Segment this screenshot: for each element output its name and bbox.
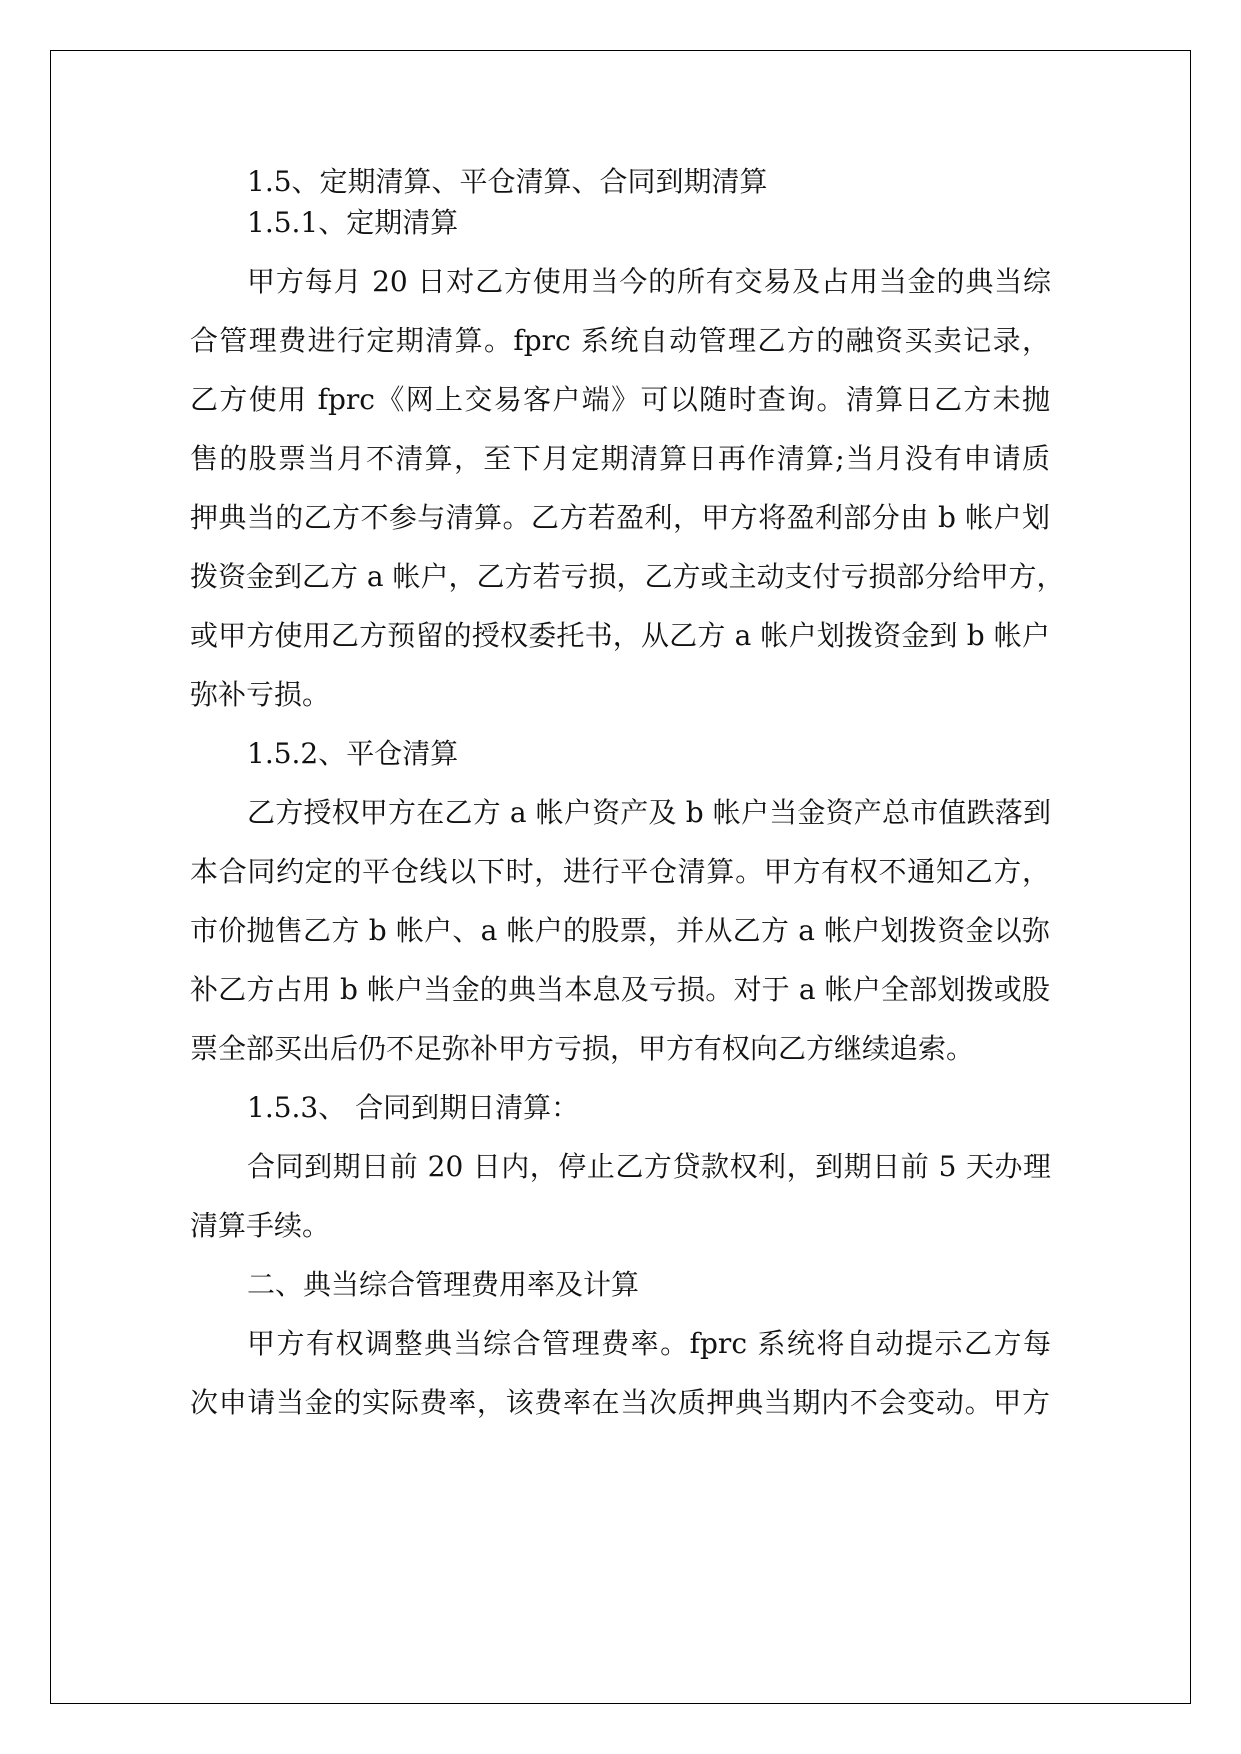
paragraph-line: 票全部买出后仍不足弥补甲方亏损，甲方有权向乙方继续追索。 (190, 1032, 975, 1065)
paragraph-line: 乙方使用 fprc《网上交易客户端》可以随时查询。清算日乙方未抛 (190, 383, 1050, 416)
subsection-heading-1-5-3: 1.5.3、 合同到期日清算： (247, 1091, 580, 1124)
paragraph-line: 市价抛售乙方 b 帐户、a 帐户的股票，并从乙方 a 帐户划拨资金以弥 (190, 914, 1050, 947)
paragraph-line: 或甲方使用乙方预留的授权委托书，从乙方 a 帐户划拨资金到 b 帐户 (190, 619, 1050, 652)
paragraph-line: 乙方授权甲方在乙方 a 帐户资产及 b 帐户当金资产总市值跌落到 (247, 796, 1051, 829)
section-heading-1-5: 1.5、定期清算、平仓清算、合同到期清算 (247, 165, 768, 198)
paragraph-line: 合管理费进行定期清算。fprc 系统自动管理乙方的融资买卖记录， (190, 324, 1050, 357)
paragraph-line: 弥补亏损。 (190, 678, 331, 711)
paragraph-line: 甲方每月 20 日对乙方使用当今的所有交易及占用当金的典当综 (247, 265, 1051, 298)
paragraph-line: 拨资金到乙方 a 帐户，乙方若亏损，乙方或主动支付亏损部分给甲方， (190, 560, 1065, 593)
subsection-heading-1-5-1: 1.5.1、定期清算 (247, 206, 459, 239)
paragraph-line: 合同到期日前 20 日内，停止乙方贷款权利，到期日前 5 天办理 (247, 1150, 1051, 1183)
paragraph-line: 甲方有权调整典当综合管理费率。fprc 系统将自动提示乙方每 (247, 1327, 1051, 1360)
paragraph-line: 售的股票当月不清算，至下月定期清算日再作清算;当月没有申请质 (190, 442, 1050, 475)
paragraph-line: 次申请当金的实际费率，该费率在当次质押典当期内不会变动。甲方 (190, 1386, 1050, 1419)
section-heading-2: 二、典当综合管理费用率及计算 (247, 1268, 640, 1301)
paragraph-line: 补乙方占用 b 帐户当金的典当本息及亏损。对于 a 帐户全部划拨或股 (190, 973, 1050, 1006)
paragraph-line: 清算手续。 (190, 1209, 331, 1242)
paragraph-line: 本合同约定的平仓线以下时，进行平仓清算。甲方有权不通知乙方， (190, 855, 1050, 888)
subsection-heading-1-5-2: 1.5.2、平仓清算 (247, 737, 459, 770)
paragraph-line: 押典当的乙方不参与清算。乙方若盈利，甲方将盈利部分由 b 帐户划 (190, 501, 1050, 534)
